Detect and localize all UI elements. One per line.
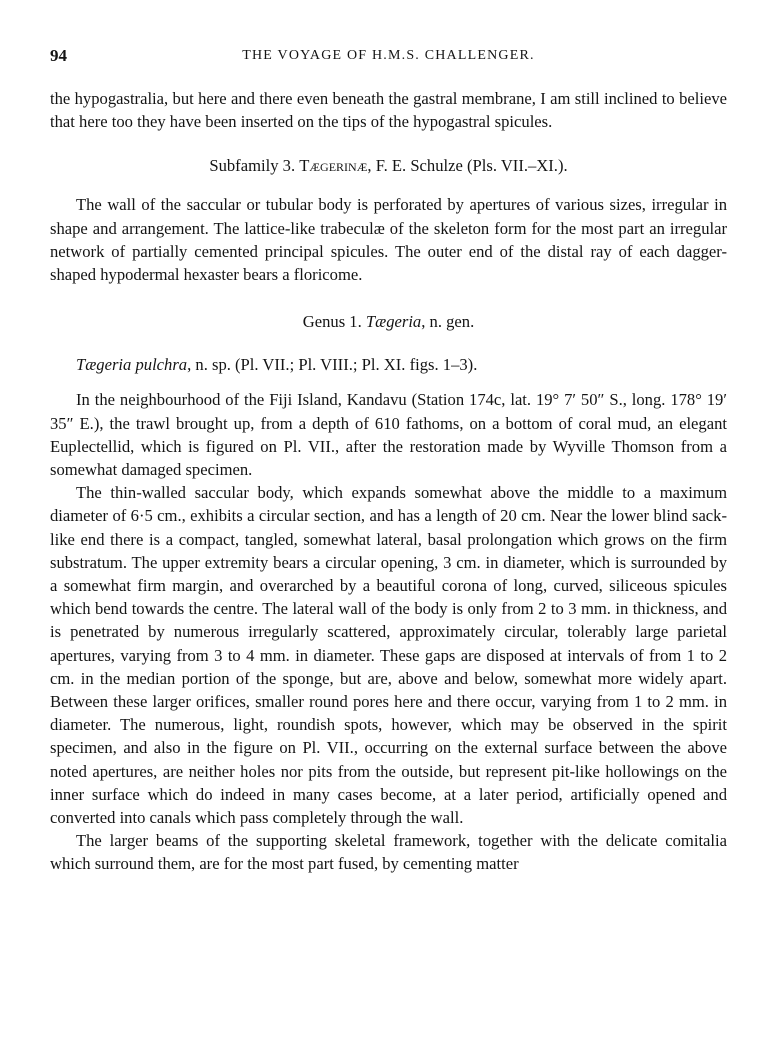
subfamily-authority: , F. E. Schulze (Pls. VII.–XI.). <box>367 156 568 176</box>
page-number: 94 <box>50 46 67 65</box>
body-text <box>50 87 727 876</box>
running-head: THE VOYAGE OF H.M.S. CHALLENGER. <box>242 48 535 63</box>
species-heading <box>50 353 727 376</box>
species-name: Tægeria pulchra <box>76 355 188 375</box>
subfamily-name: Tægerinæ <box>299 156 368 176</box>
genus-name: Tægeria <box>365 312 422 332</box>
genus-heading <box>50 310 727 333</box>
subfamily-prefix: Subfamily 3. <box>209 156 296 176</box>
continuation-paragraph: the hypogastralia, but here and there even beneath the gastral membrane, I am still inclined to believe that here too they have been inserted on the tips of the hypogastral spicules. <box>50 89 727 132</box>
subfamily-diagnosis-paragraph: The wall of the saccular or tubular body is perforated by apertures of various sizes, irregular in shape and arrangement. The lattice-like trabeculæ of the skeleton form for the most part an irregular network of partially cemented principal spicules. The outer end of the distal ray of each dagger-shaped hypodermal hexaster bears a floricome. <box>50 195 727 285</box>
subfamily-heading <box>50 154 727 177</box>
page-header <box>50 46 727 70</box>
species-suffix: , n. sp. (Pl. VII.; Pl. VIII.; Pl. XI. figs. 1–3). <box>187 355 478 375</box>
skeleton-paragraph: The larger beams of the supporting skeletal framework, together with the delicate comitalia which surround them, are for the most part fused, by cementing matter <box>50 831 727 874</box>
locality-paragraph: In the neighbourhood of the Fiji Island, Kandavu (Station 174c, lat. 19° 7′ 50″ S., long. 178° 19′ 35″ E.), the trawl brought up, from a depth of 610 fathoms, on a bottom of coral mud, an elegant Euplectellid, which is figured on Pl. VII., after the restoration made by Wyville Thomson from a somewhat damaged specimen. <box>50 390 727 480</box>
genus-prefix: Genus 1. <box>302 312 362 332</box>
genus-suffix: , n. gen. <box>421 312 475 332</box>
body-description-paragraph: The thin-walled saccular body, which expands somewhat above the middle to a maximum diameter of 6·5 cm., exhibits a circular section, and has a length of 20 cm. Near the lower blind sack-like end there is a compact, tangled, somewhat lateral, basal prolongation which grows on the firm substratum. The upper extremity bears a circular opening, 3 cm. in diameter, which is surrounded by a somewhat firm margin, and overarched by a beautiful corona of long, curved, siliceous spicules which bend towards the centre. The lateral wall of the body is only from 2 to 3 mm. in thickness, and is penetrated by numerous irregularly scattered, approximately circular, tolerably large parietal apertures, varying from 3 to 4 mm. in diameter. These gaps are disposed at intervals of from 1 to 2 cm. in the median portion of the sponge, but are, above and below, somewhat more widely apart. Between these larger orifices, smaller round pores here and there occur, varying from 1 to 2 mm. in diameter. The numerous, light, roundish spots, however, which may be observed in the spirit specimen, and also in the figure on Pl. VII., occurring on the external surface between the above noted apertures, are neither holes nor pits from the outside, but represent pit-like hollowings on the inner surface which do indeed in many cases become, at a later period, artificially opened and converted into canals which pass completely through the wall. <box>50 483 727 828</box>
